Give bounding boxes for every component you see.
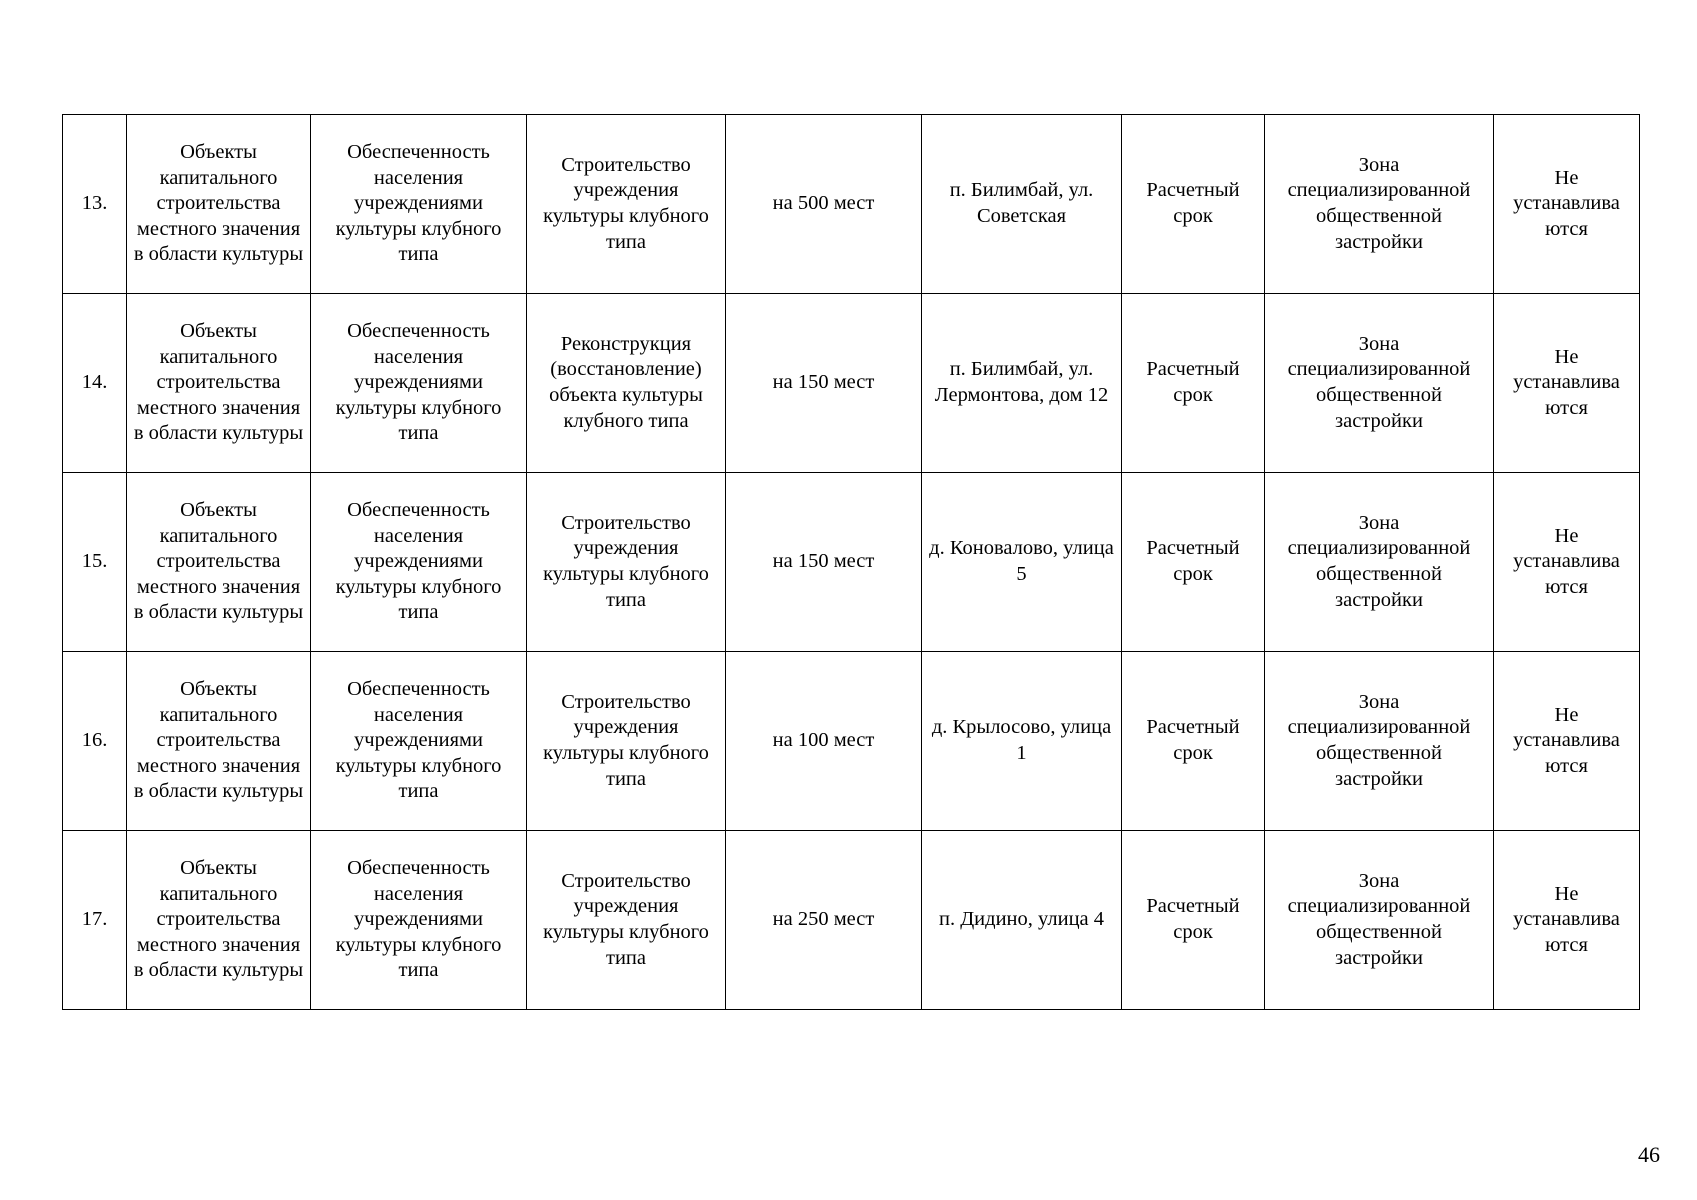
indicator: Обеспеченность населения учреждениями культуры клубного типа <box>311 115 527 294</box>
functional-zone: Зона специализированной общественной застройки <box>1265 294 1494 473</box>
term: Расчетный срок <box>1122 473 1265 652</box>
restrictions: Не устанавлива ются <box>1494 652 1640 831</box>
indicator: Обеспеченность населения учреждениями культуры клубного типа <box>311 831 527 1010</box>
capacity: на 500 мест <box>726 115 922 294</box>
object-category: Объекты капитального строительства местного значения в области культуры <box>127 473 311 652</box>
object-category: Объекты капитального строительства местного значения в области культуры <box>127 115 311 294</box>
indicator: Обеспеченность населения учреждениями культуры клубного типа <box>311 294 527 473</box>
term: Расчетный срок <box>1122 294 1265 473</box>
object-category: Объекты капитального строительства местного значения в области культуры <box>127 652 311 831</box>
object-category: Объекты капитального строительства местного значения в области культуры <box>127 294 311 473</box>
planned-work: Реконструкция (восстановление) объекта культуры клубного типа <box>527 294 726 473</box>
row-number: 16. <box>63 652 127 831</box>
table-row <box>63 831 1640 1010</box>
row-number: 13. <box>63 115 127 294</box>
restrictions: Не устанавлива ются <box>1494 831 1640 1010</box>
indicator: Обеспеченность населения учреждениями культуры клубного типа <box>311 473 527 652</box>
restrictions: Не устанавлива ются <box>1494 473 1640 652</box>
functional-zone: Зона специализированной общественной застройки <box>1265 831 1494 1010</box>
restrictions: Не устанавлива ются <box>1494 115 1640 294</box>
planned-work: Строительство учреждения культуры клубного типа <box>527 115 726 294</box>
table-row <box>63 473 1640 652</box>
term: Расчетный срок <box>1122 652 1265 831</box>
functional-zone: Зона специализированной общественной застройки <box>1265 473 1494 652</box>
functional-zone: Зона специализированной общественной застройки <box>1265 115 1494 294</box>
row-number: 15. <box>63 473 127 652</box>
location: п. Билимбай, ул. Советская <box>922 115 1122 294</box>
row-number: 17. <box>63 831 127 1010</box>
location: д. Коновалово, улица 5 <box>922 473 1122 652</box>
location: п. Дидино, улица 4 <box>922 831 1122 1010</box>
object-category: Объекты капитального строительства местного значения в области культуры <box>127 831 311 1010</box>
term: Расчетный срок <box>1122 831 1265 1010</box>
page-number: 46 <box>1638 1142 1660 1167</box>
functional-zone: Зона специализированной общественной застройки <box>1265 652 1494 831</box>
row-number: 14. <box>63 294 127 473</box>
table-row <box>63 652 1640 831</box>
indicator: Обеспеченность населения учреждениями культуры клубного типа <box>311 652 527 831</box>
planned-work: Строительство учреждения культуры клубного типа <box>527 652 726 831</box>
planning-objects-table <box>62 114 1640 1010</box>
capacity: на 150 мест <box>726 294 922 473</box>
capacity: на 150 мест <box>726 473 922 652</box>
location: д. Крылосово, улица 1 <box>922 652 1122 831</box>
table-row <box>63 294 1640 473</box>
term: Расчетный срок <box>1122 115 1265 294</box>
table-row <box>63 115 1640 294</box>
location: п. Билимбай, ул. Лермонтова, дом 12 <box>922 294 1122 473</box>
capacity: на 100 мест <box>726 652 922 831</box>
planned-work: Строительство учреждения культуры клубного типа <box>527 473 726 652</box>
planned-work: Строительство учреждения культуры клубного типа <box>527 831 726 1010</box>
restrictions: Не устанавлива ются <box>1494 294 1640 473</box>
capacity: на 250 мест <box>726 831 922 1010</box>
